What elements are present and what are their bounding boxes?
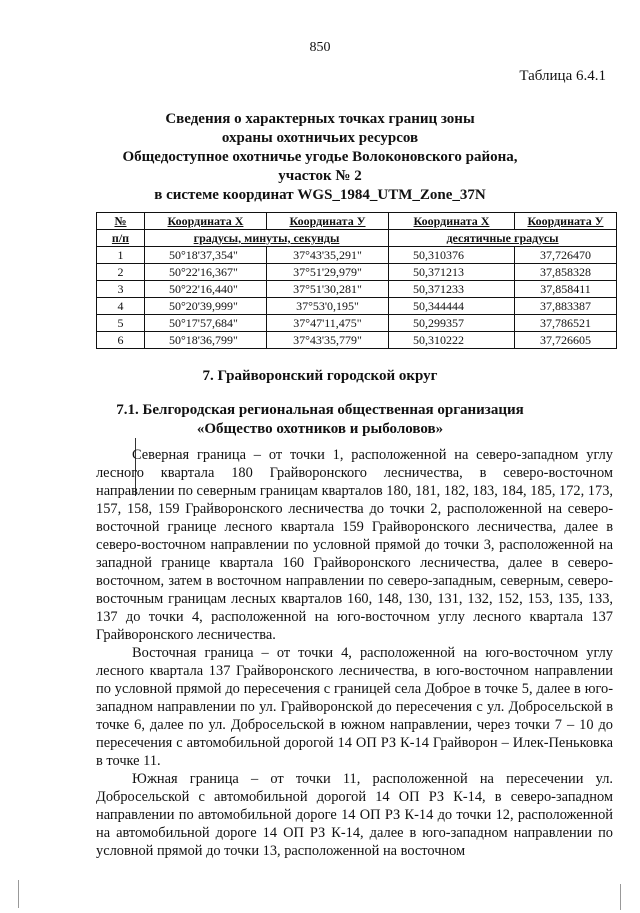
header-coord-y-decimal: Координата У — [515, 213, 617, 230]
cell-x-decimal: 50,371213 — [389, 264, 515, 281]
cell-x-dms: 50°22'16,440" — [145, 281, 267, 298]
cell-y-dms: 37°51'29,979" — [267, 264, 389, 281]
table-title — [80, 110, 560, 205]
row-number: 5 — [97, 315, 145, 332]
cell-x-dms: 50°22'16,367" — [145, 264, 267, 281]
header-coord-x: Координата X — [145, 213, 267, 230]
row-number: 3 — [97, 281, 145, 298]
section-title: 7. Грайворонский городской округ — [202, 368, 438, 384]
table-header-row — [97, 213, 617, 230]
header-coord-x-decimal: Координата X — [389, 213, 515, 230]
title-line: охраны охотничьих ресурсов — [221, 130, 419, 146]
cell-x-decimal: 50,310376 — [389, 247, 515, 264]
subsection-line: 7.1. Белгородская региональная общественная организация — [116, 402, 524, 418]
table-row — [97, 264, 617, 281]
title-line: Общедоступное охотничье угодье Волоконовского района, — [122, 149, 518, 165]
cell-y-dms: 37°53'0,195" — [267, 298, 389, 315]
cell-x-dms: 50°20'39,999" — [145, 298, 267, 315]
table-row — [97, 298, 617, 315]
cell-x-decimal: 50,299357 — [389, 315, 515, 332]
cell-y-decimal: 37,858411 — [515, 281, 617, 298]
page-number: 850 — [309, 40, 331, 55]
scan-edge-mark — [18, 880, 19, 908]
cell-y-dms: 37°51'30,281" — [267, 281, 389, 298]
cell-x-dms: 50°18'37,354" — [145, 247, 267, 264]
row-number: 6 — [97, 332, 145, 349]
table-units-row — [97, 230, 617, 247]
table-row — [97, 247, 617, 264]
cell-y-decimal: 37,883387 — [515, 298, 617, 315]
title-line: участок № 2 — [278, 168, 362, 184]
row-number: 2 — [97, 264, 145, 281]
scan-edge-mark — [620, 884, 621, 910]
paragraph-north-border: Северная граница – от точки 1, расположенной на северо-западном углу лесного квартала 180 Грайворонского лесничества, в северо-восточном направлении по северным границам кварталов 180, 181, 182, 183, 184, 185, 172, 173, 157, 158, 159 Грайворонского лесничества до точки 2, расположенной на северо-восточной границе лесного квартала 159 Грайворонского лесничества, далее в северо-восточном направлении по условной прямой до точки 3, расположенной на западной границе квартала 160 Грайворонского лесничества, далее в северо-восточном, затем в восточном направлении по северо-западным, северным, северо-восточным границам лесных кварталов 160, 148, 130, 131, 132, 152, 153, 135, 133, 137 до точки 4, расположенной на юго-восточном углу лесного квартала 137 Грайворонского лесничества. — [96, 447, 613, 643]
table-row — [97, 281, 617, 298]
paragraph-east-border: Восточная граница – от точки 4, расположенной на юго-восточном углу лесного квартала 137 Грайворонского лесничества, в юго-восточном направлении по условной прямой до пересечения с границей села Доброе в точке 5, далее в юго-западном направлении по ул. Грайворонской до пересечения с ул. Добросельской в точке 6, далее по ул. Добросельской в южном направлении, через точки 7 – 10 до пересечения с автомобильной дорогой 14 ОП РЗ К-14 Грайворон – Илек-Пеньковка в точке 11. — [96, 645, 613, 769]
subsection-title — [90, 401, 550, 439]
row-number: 1 — [97, 247, 145, 264]
table-row — [97, 315, 617, 332]
row-number: 4 — [97, 298, 145, 315]
table-row — [97, 332, 617, 349]
body-text — [96, 446, 613, 860]
title-line: в системе координат WGS_1984_UTM_Zone_37N — [154, 187, 486, 203]
subsection-line: «Общество охотников и рыболовов» — [196, 421, 444, 437]
cell-y-decimal: 37,786521 — [515, 315, 617, 332]
cell-y-dms: 37°47'11,475" — [267, 315, 389, 332]
cell-x-decimal: 50,310222 — [389, 332, 515, 349]
cell-x-dms: 50°17'57,684" — [145, 315, 267, 332]
cell-y-decimal: 37,726470 — [515, 247, 617, 264]
title-line: Сведения о характерных точках границ зоны — [165, 111, 475, 127]
coordinates-table — [96, 212, 617, 349]
units-dms: градусы, минуты, секунды — [145, 230, 389, 247]
cell-x-dms: 50°18'36,799" — [145, 332, 267, 349]
cell-y-dms: 37°43'35,291" — [267, 247, 389, 264]
paragraph-south-border: Южная граница – от точки 11, расположенной на пересечении ул. Добросельской с автомобильной дорогой 14 ОП РЗ К-14, в северо-западном направлении по автомобильной дороге 14 ОП РЗ К-14 до точки 12, расположенной на автомобильной дороге 14 ОП РЗ К-14, далее в юго-западном направлении по условной прямой до точки 13, расположенной на восточном — [96, 771, 613, 859]
cell-y-dms: 37°43'35,779" — [267, 332, 389, 349]
cell-x-decimal: 50,371233 — [389, 281, 515, 298]
header-number-sub: п/п — [97, 230, 145, 247]
header-coord-y: Координата У — [267, 213, 389, 230]
header-number: № — [97, 213, 145, 230]
cell-y-decimal: 37,726605 — [515, 332, 617, 349]
cell-x-decimal: 50,344444 — [389, 298, 515, 315]
units-decimal: десятичные градусы — [389, 230, 617, 247]
table-label: Таблица 6.4.1 — [519, 68, 606, 84]
cell-y-decimal: 37,858328 — [515, 264, 617, 281]
